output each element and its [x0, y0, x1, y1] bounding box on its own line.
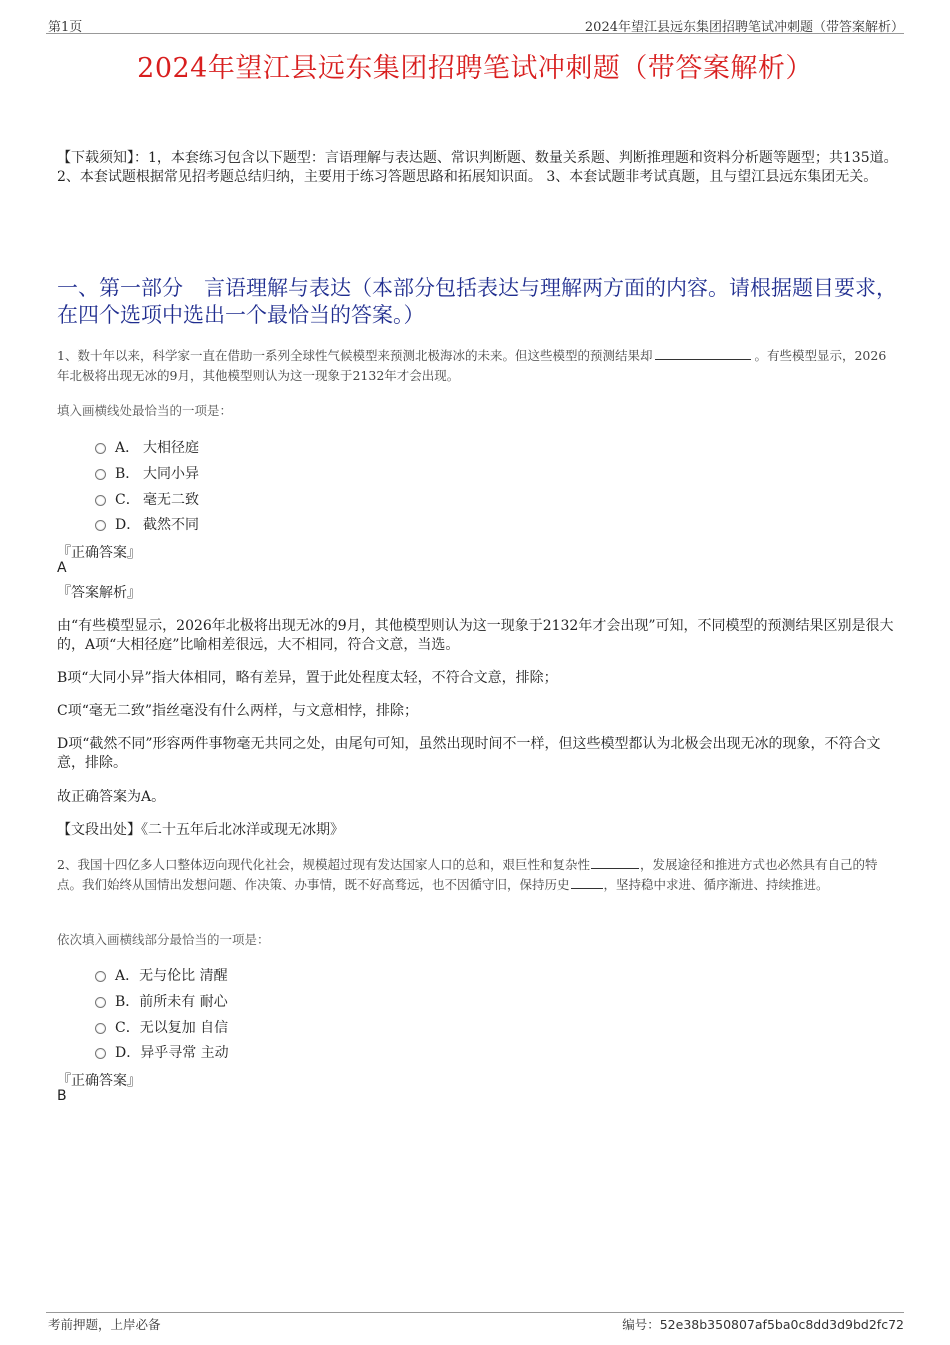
question-2-instruction: 依次填入画横线部分最恰当的一项是：: [57, 932, 270, 947]
radio-icon[interactable]: [95, 1023, 106, 1034]
question-1-option-a[interactable]: [95, 437, 199, 457]
question-1-analysis-paragraph: B项“大同小异”指大体相同，略有差异，置于此处程度太轻，不符合文意，排除；: [57, 670, 558, 686]
footer-code: [622, 1315, 904, 1333]
footer-code-value: 52e38b350807af5ba0c8dd3d9bd2fc72: [659, 1317, 904, 1332]
question-1-source: 【文段出处】《二十五年后北冰洋或现无冰期》: [57, 822, 344, 838]
option-letter: C．: [115, 492, 140, 508]
option-letter: D．: [115, 1045, 141, 1061]
question-2-text: [57, 855, 892, 895]
option-letter: B．: [115, 466, 140, 482]
question-1-instruction: 填入画横线处最恰当的一项是：: [57, 403, 233, 418]
radio-icon[interactable]: [95, 997, 106, 1008]
question-1-option-b[interactable]: [95, 463, 199, 483]
option-text: 无与伦比 清醒: [139, 968, 228, 984]
option-letter: A．: [115, 440, 140, 456]
footer-divider: [46, 1312, 904, 1313]
question-2-answer: B: [57, 1088, 67, 1104]
radio-icon[interactable]: [95, 495, 106, 506]
radio-icon[interactable]: [95, 1048, 106, 1059]
radio-icon[interactable]: [95, 520, 106, 531]
question-2-option-b[interactable]: [95, 991, 228, 1011]
option-text: 大同小异: [143, 466, 199, 482]
question-1-blank: [655, 347, 751, 360]
question-1-text-a: 1、数十年以来，科学家一直在借助一系列全球性气候模型来预测北极海冰的未来。但这些模型的预测结果却: [57, 348, 653, 363]
question-2-blank-1: [591, 856, 639, 869]
option-letter: C．: [115, 1020, 140, 1036]
question-1-analysis-label: 『答案解析』: [57, 585, 141, 601]
question-1-option-c[interactable]: [95, 489, 199, 509]
question-1-analysis-paragraph: D项“截然不同”形容两件事物毫无共同之处，由尾句可知，虽然出现时间不一样，但这些模型都认为北极会出现无冰的现象，不符合文意，排除。: [57, 736, 881, 771]
header-doc-title: 2024年望江县远东集团招聘笔试冲刺题（带答案解析）: [584, 20, 904, 35]
question-2-text-a: 2、我国十四亿多人口整体迈向现代化社会，规模超过现有发达国家人口的总和，艰巨性和复杂性: [57, 857, 590, 872]
option-text: 大相径庭: [143, 440, 199, 456]
question-2-answer-label: 『正确答案』: [57, 1073, 141, 1089]
option-letter: B．: [115, 994, 140, 1010]
question-1-analysis-paragraph: C项“毫无二致”指丝毫没有什么两样，与文意相悖，排除；: [57, 703, 419, 719]
page-number: 第1页: [48, 20, 83, 35]
question-1-analysis-conclusion: 故正确答案为A。: [57, 789, 166, 805]
page-title: 2024年望江县远东集团招聘笔试冲刺题（带答案解析）: [137, 53, 813, 84]
header-divider: [46, 33, 904, 34]
option-letter: D．: [115, 517, 141, 533]
question-1-analysis-paragraph: 由“有些模型显示，2026年北极将出现无冰的9月，其他模型则认为这一现象于2132年才会出现”可知，不同模型的预测结果区别是很大的，A项“大相径庭”比喻相差很远，大不相同，符合文意，当选。: [57, 618, 894, 653]
question-2-option-a[interactable]: [95, 965, 228, 985]
question-1-answer: A: [57, 560, 67, 576]
question-2-option-c[interactable]: [95, 1017, 228, 1037]
radio-icon[interactable]: [95, 443, 106, 454]
question-1-option-d[interactable]: [95, 514, 199, 534]
option-text: 毫无二致: [143, 492, 199, 508]
question-2-text-b: ，发展途径和推进方式也必然具有自己的特点。我们始终从国情出发想问题、作决策、办事情，既不好高骛远，也不因循守旧，保持历史: [57, 857, 878, 892]
question-2-option-d[interactable]: [95, 1042, 229, 1062]
option-text: 异乎寻常 主动: [140, 1045, 229, 1061]
question-1-text: [57, 346, 892, 386]
section-heading: 一、第一部分 言语理解与表达（本部分包括表达与理解两方面的内容。请根据题目要求，在四个选项中选出一个最恰当的答案。）: [57, 276, 897, 327]
radio-icon[interactable]: [95, 469, 106, 480]
option-letter: A．: [115, 968, 140, 984]
question-2-blank-2: [571, 876, 603, 889]
question-1-text-b: 。有些模型显示，2026年北极将出现无冰的9月，其他模型则认为这一现象于2132年才会出现。: [57, 348, 887, 383]
footer-code-label: 编号：: [622, 1317, 660, 1332]
radio-icon[interactable]: [95, 971, 106, 982]
footer-slogan: 考前押题，上岸必备: [48, 1317, 161, 1332]
option-text: 无以复加 自信: [139, 1020, 229, 1036]
download-notice: 【下载须知】：1，本套练习包含以下题型：言语理解与表达题、常识判断题、数量关系题、判断推理题和资料分析题等题型；共135道。 2、本套试题根据常见招考题总结归纳，主要用于练习答题思路和拓展知识面。 3、本套试题非考试真题，且与望江县远东集团无关。: [57, 150, 898, 185]
question-1-answer-label: 『正确答案』: [57, 545, 141, 561]
option-text: 截然不同: [143, 517, 199, 533]
question-2-text-c: ，坚持稳中求进、循序渐进、持续推进。: [603, 877, 829, 892]
option-text: 前所未有 耐心: [139, 994, 228, 1010]
